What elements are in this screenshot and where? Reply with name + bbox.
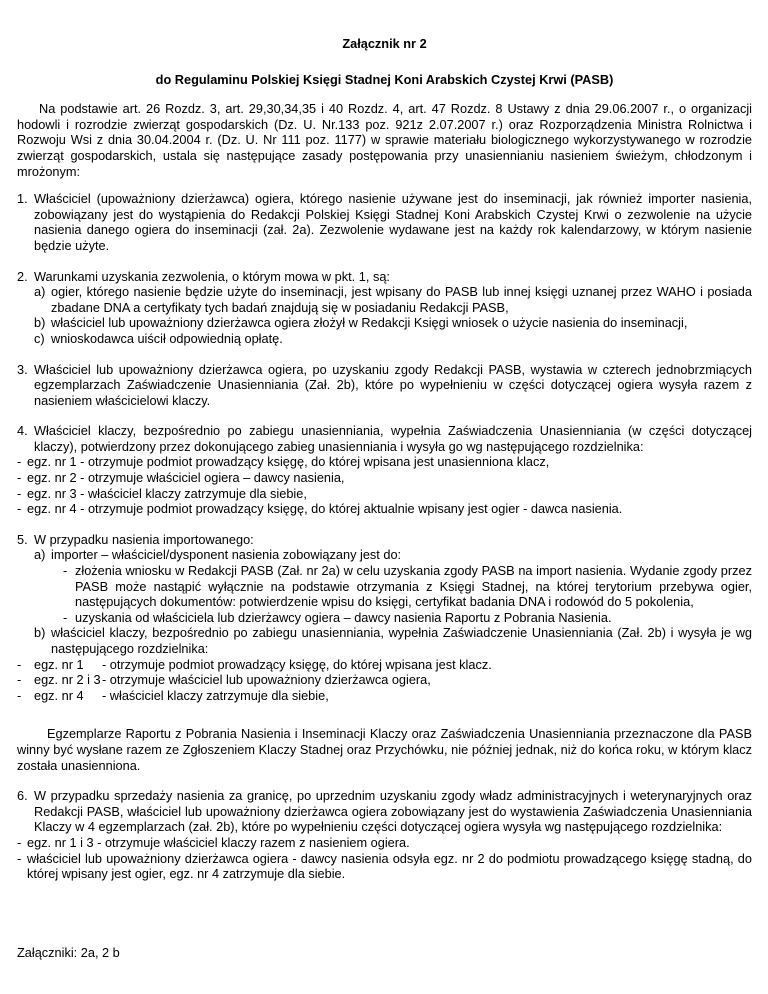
submission-paragraph: Egzemplarze Raportu z Pobrania Nasienia i Inseminacji Klaczy oraz Zaświadczenia Unasienniania przeznaczone dla PASB winny być wysłane razem ze Zgłoszeniem Klaczy Stadnej oraz Przychówku, nie później jednak, niż do końca roku, w którym klacz została unasienniona.: [17, 726, 752, 773]
copy-number: egz. nr 4: [34, 687, 84, 703]
dash-marker: -: [17, 850, 22, 866]
list-item-a: [34, 547, 752, 625]
section-number: 2.: [17, 268, 28, 284]
section-text: W przypadku sprzedaży nasienia za granicę, po uprzednim uzyskaniu zgody władz administracyjnych i weterynaryjnych oraz Redakcji PASB, właściciel lub upoważniony dzierżawca ogiera zobowiązany jest do wystawienia Zaświadczenia Unasienniania Klaczy w 4 egzemplarzach (zał. 2b), które po wypełnieniu części dotyczącej ogiera wysyła wg następującego rozdzielnika:: [34, 788, 752, 835]
section-text: Warunkami uzyskania zezwolenia, o którym mowa w pkt. 1, są:: [34, 268, 390, 284]
list-item-b: [34, 625, 752, 656]
distribution-item: [17, 470, 752, 486]
section-text: Właściciel (upoważniony dzierżawca) ogiera, którego nasienie używane jest do inseminacji, jak również importer nasienia, zobowiązany jest do wystąpienia do Redakcji Polskiej Księgi Stadnej Koni Arabskich Czystej Krwi o zezwolenie na użycie nasienia danego ogiera do inseminacji (zał. 2a). Zezwolenie wydawane jest na każdy rok kalendarzowy, w którym nasienie będzie użyte.: [34, 191, 752, 253]
sub-dash-item: [51, 610, 752, 626]
dash-marker: -: [17, 656, 22, 672]
dash-marker: -: [17, 454, 22, 470]
intro-paragraph: Na podstawie art. 26 Rozdz. 3, art. 29,30,34,35 i 40 Rozdz. 4, art. 47 Rozdz. 8 Ustawy z dnia 29.06.2007 r., o organizacji hodowli i rozrodzie zwierząt gospodarskich (Dz. U. Nr.133 poz. 921z 2.07.2007 r.) oraz Rozporządzenia Ministra Rolnictwa i Rozwoju Wsi z dnia 30.04.2004 r. (Dz. U. Nr 111 poz. 1177) w sprawie materiału biologicznego wykorzystywanego w rozrodzie zwierząt gospodarskich, ustala się następujące zasady postępowania przy unasiennianiu nasieniem świeżym, chłodzonym i mrożonym:: [17, 101, 752, 179]
item-text: wnioskodawca uiścił odpowiednią opłatę.: [51, 330, 283, 346]
distribution-item: [17, 454, 752, 470]
item-text: egz. nr 3 - właściciel klaczy zatrzymuje dla siebie,: [27, 485, 307, 501]
document-subtitle: do Regulaminu Polskiej Księgi Stadnej Koni Arabskich Czystej Krwi (PASB): [155, 71, 614, 87]
sub-dash-item: [51, 563, 752, 610]
item-text: uzyskania od właściciela lub dzierżawcy ogiera – dawcy nasienia Raportu z Pobrania Nasienia.: [75, 609, 612, 625]
distribution-item: [17, 501, 752, 517]
dash-marker: -: [63, 563, 68, 579]
distribution-item: [17, 835, 752, 851]
item-text: egz. nr 1 i 3 - otrzymuje właściciel klaczy razem z nasieniem ogiera.: [27, 834, 410, 850]
section-4: [17, 423, 752, 517]
section-number: 5.: [17, 531, 28, 547]
section-number: 6.: [17, 788, 28, 804]
list-item-b: [34, 315, 752, 331]
item-label: a): [34, 284, 46, 300]
dash-marker: -: [17, 687, 22, 703]
copy-recipient: - otrzymuje podmiot prowadzący księgę, do której wpisana jest klacz.: [102, 656, 492, 672]
section-number: 3.: [17, 361, 28, 377]
item-text: złożenia wniosku w Redakcji PASB (Zał. nr 2a) w celu uzyskania zgody PASB na import nasienia. Wydanie zgody przez PASB może nastąpić wyłącznie na podstawie otrzymania z Księgi Stadnej, na której terytorium przebywa ogier, następujących dokumentów: potwierdzenie wpisu do księgi, certyfikat badania DNA i rodowód do 5 pokolenia,: [75, 563, 752, 610]
list-item-a: [34, 284, 752, 315]
copy-recipient: - właściciel klaczy zatrzymuje dla siebie,: [102, 687, 329, 703]
copy-number: egz. nr 2 i 3: [34, 672, 101, 688]
document-title: Załącznik nr 2: [342, 36, 427, 51]
distribution-item: [17, 486, 752, 502]
distribution-row: [17, 688, 752, 704]
section-6: [17, 788, 752, 882]
item-label: c): [34, 330, 45, 346]
item-text: egz. nr 1 - otrzymuje podmiot prowadzący księgę, do której wpisana jest unasienniona klacz,: [27, 454, 550, 470]
item-label: b): [34, 625, 46, 641]
section-2: [17, 269, 752, 347]
section-text: Właściciel klaczy, bezpośrednio po zabiegu unasienniania, wypełnia Zaświadczenia Unasienniania (w części dotyczącej klaczy), potwierdzony przez dokonującego zabieg unasienniania i wysyła go wg następującego rozdzielnika:: [34, 423, 752, 454]
section-1: [17, 191, 752, 253]
section-number: 1.: [17, 191, 28, 207]
item-text: właściciel lub upoważniony dzierżawca ogiera - dawcy nasienia odsyła egz. nr 2 do podmiotu prowadzącego księgę stadną, do której wpisany jest ogier, egz. nr 4 zatrzymuje dla siebie.: [27, 850, 752, 882]
dash-marker: -: [63, 609, 68, 625]
item-text: egz. nr 4 - otrzymuje podmiot prowadzący księgę, do której aktualnie wpisany jest ogier - dawca nasienia.: [27, 501, 623, 517]
dash-marker: -: [17, 470, 22, 486]
item-text: właściciel klaczy, bezpośrednio po zabiegu unasienniania, wypełnia Zaświadczenie Unasienniania (Zał. 2b) i wysyła je wg następującego rozdzielnika:: [51, 625, 752, 656]
dash-marker: -: [17, 485, 22, 501]
item-text: właściciel lub upoważniony dzierżawca ogiera złożył w Redakcji Księgi wniosek o użycie nasienia do inseminacji,: [51, 315, 688, 331]
distribution-row: [17, 657, 752, 673]
distribution-item: [17, 851, 752, 882]
distribution-row: [17, 672, 752, 688]
section-text: Właściciel lub upoważniony dzierżawca ogiera, po uzyskaniu zgody Redakcji PASB, wystawia w czterech jednobrzmiących egzemplarzach Zaświadczenie Unasienniania (Zał. 2b), które po wypełnieniu w części dotyczącej ogiera wysyła razem z nasieniem właścicielowi klaczy.: [34, 361, 752, 408]
item-label: a): [34, 547, 46, 563]
section-3: [17, 362, 752, 409]
attachments-line: Załączniki: 2a, 2 b: [17, 945, 120, 960]
item-label: b): [34, 315, 46, 331]
list-item-c: [34, 331, 752, 347]
dash-marker: -: [17, 672, 22, 688]
copy-number: egz. nr 1: [34, 656, 84, 672]
item-text: importer – właściciel/dysponent nasienia zobowiązany jest do:: [51, 547, 402, 563]
copy-recipient: - otrzymuje właściciel lub upoważniony dzierżawca ogiera,: [102, 672, 431, 688]
dash-marker: -: [17, 834, 22, 850]
section-text: W przypadku nasienia importowanego:: [34, 531, 254, 547]
dash-marker: -: [17, 501, 22, 517]
item-text: ogier, którego nasienie będzie użyte do inseminacji, jest wpisany do PASB lub innej księgi uznanej przez WAHO i posiada zbadane DNA a certyfikaty tych badań znajdują się w posiadaniu Redakcji PASB,: [51, 284, 752, 315]
item-text: egz. nr 2 - otrzymuje właściciel ogiera – dawcy nasienia,: [27, 470, 345, 486]
section-5: [17, 532, 752, 704]
section-number: 4.: [17, 423, 28, 439]
